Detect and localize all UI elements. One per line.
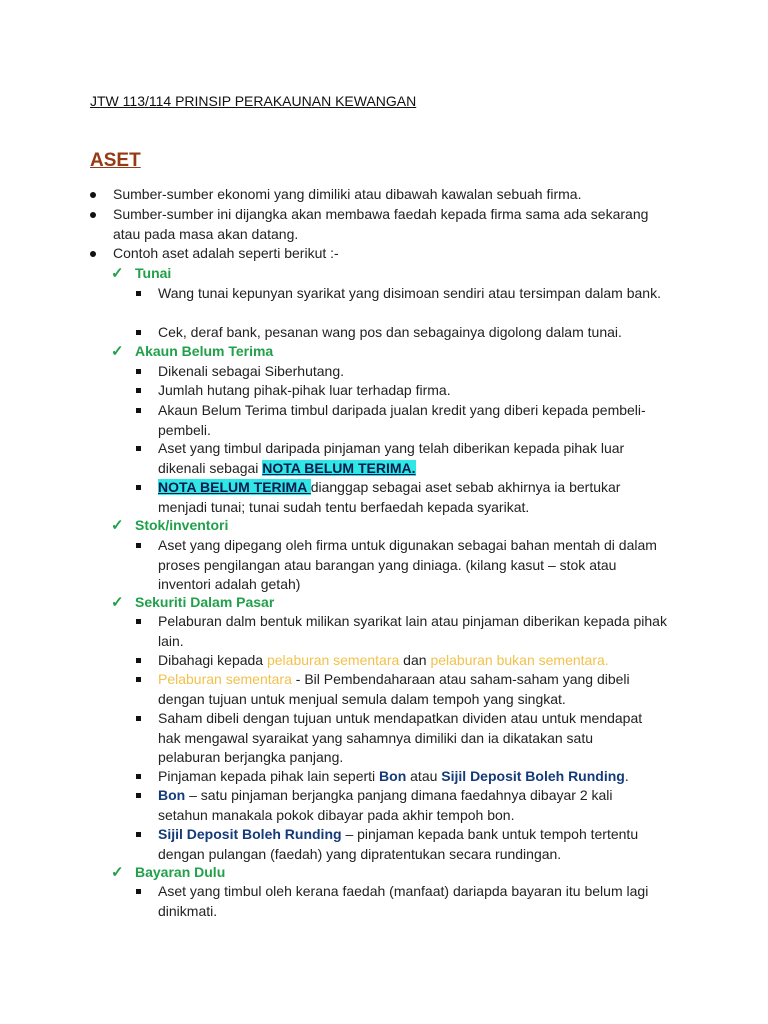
section-heading-aset: ASET: [90, 150, 141, 171]
sub-item-text: Wang tunai kepunyan syarikat yang disimoan sendiri atau tersimpan dalam bank.: [158, 285, 661, 301]
square-bullet-icon: [136, 889, 141, 894]
checkmark-icon: ✓: [111, 517, 124, 534]
category-label: Sekuriti Dalam Pasar: [135, 594, 275, 610]
sub-item: [158, 825, 683, 864]
term-bon: Bon: [158, 787, 186, 803]
category-label: Stok/inventori: [135, 517, 229, 533]
highlight-nota-belum-terima: NOTA BELUM TERIMA.: [262, 459, 416, 476]
sub-item: [158, 882, 668, 921]
square-bullet-icon: [136, 774, 141, 779]
sub-item: [158, 709, 658, 768]
bullet-dot-icon: [90, 251, 96, 257]
sub-item: [158, 536, 668, 595]
checkmark-icon: ✓: [111, 594, 124, 611]
highlight-nota-belum-terima: NOTA BELUM TERIMA: [158, 479, 311, 495]
sub-item-text: Pelaburan dalm bentuk milikan syarikat lain atau pinjaman diberikan kepada pihak lain.: [158, 613, 667, 649]
bullet-item: [113, 244, 673, 264]
square-bullet-icon: [136, 388, 141, 393]
square-bullet-icon: [136, 832, 141, 837]
bullet-text: Sumber-sumber ekonomi yang dimiliki atau dibawah kawalan sebuah firma.: [113, 186, 582, 202]
sub-item: [158, 284, 668, 304]
sub-item-text: Cek, deraf bank, pesanan wang pos dan sebagainya digolong dalam tunai.: [158, 324, 622, 340]
square-bullet-icon: [136, 485, 141, 490]
highlight-pelaburan-sementara: pelaburan sementara: [266, 652, 400, 668]
square-bullet-icon: [136, 658, 141, 663]
sub-item: [158, 401, 648, 440]
sub-item-text: atau: [406, 768, 442, 784]
sub-item: [158, 786, 663, 825]
sub-item-text: - Bil Pembendaharaan atau saham-saham yang dibeli dengan tujuan untuk menjual semula dalam tempoh yang singkat.: [158, 671, 630, 707]
sub-item: [158, 439, 668, 478]
highlight-pelaburan-bukan-sementara: pelaburan bukan sementara: [430, 652, 605, 668]
category-tunai: [111, 264, 172, 284]
sub-item-text: .: [604, 652, 609, 668]
category-akaun-belum-terima: [111, 342, 274, 362]
sub-item-text: Pinjaman kepada pihak lain seperti: [158, 768, 380, 784]
sub-item-text: – pinjaman kepada bank untuk tempoh tertentu dengan pulangan (faedah) yang dipratentukan secara rundingan.: [158, 826, 639, 862]
bullet-text: Contoh aset adalah seperti berikut :-: [113, 245, 339, 261]
square-bullet-icon: [136, 369, 141, 374]
sub-item-text: Dikenali sebagai Siberhutang.: [158, 363, 345, 379]
sub-item: [158, 767, 678, 787]
square-bullet-icon: [136, 408, 141, 413]
category-label: Tunai: [135, 265, 172, 281]
sub-item-text: Aset yang timbul daripada pinjaman yang telah diberikan kepada pihak luar dikenali sebagai: [158, 440, 625, 476]
sub-item-text: Saham dibeli dengan tujuan untuk mendapatkan dividen atau untuk mendapat hak mengawal syaraikat yang sahamnya dimiliki dan ia dikatakan satu pelaburan berjangka panjang.: [158, 710, 643, 765]
highlight-pelaburan-sementara: Pelaburan sementara: [158, 671, 292, 687]
sub-item-text: .: [624, 768, 629, 784]
sub-item: [158, 651, 678, 671]
square-bullet-icon: [136, 543, 141, 548]
bullet-dot-icon: [90, 192, 96, 198]
term-bon: Bon: [379, 768, 407, 784]
square-bullet-icon: [136, 291, 141, 296]
sub-item: [158, 381, 678, 401]
sub-item-text: – satu pinjaman berjangka panjang dimana faedahnya dibayar 2 kali setahun manakala pokok dibayar pada akhir tempoh bon.: [158, 787, 613, 823]
sub-item-text: dianggap sebagai aset sebab akhirnya ia bertukar menjadi tunai; tunai sudah tentu berfaedah kepada syarikat.: [158, 479, 621, 515]
square-bullet-icon: [136, 716, 141, 721]
bullet-item: [113, 185, 673, 205]
term-sijil-deposit: Sijil Deposit Boleh Runding: [158, 826, 342, 842]
category-bayaran-dulu: [111, 863, 226, 883]
sub-item: [158, 670, 663, 709]
square-bullet-icon: [136, 677, 141, 682]
category-label: Akaun Belum Terima: [135, 343, 274, 359]
sub-item-text: Jumlah hutang pihak-pihak luar terhadap firma.: [158, 382, 451, 398]
document-title: JTW 113/114 PRINSIP PERAKAUNAN KEWANGAN: [90, 93, 417, 109]
checkmark-icon: ✓: [111, 864, 124, 881]
sub-item-text: Dibahagi kepada: [158, 652, 267, 668]
sub-item-text: Akaun Belum Terima timbul daripada jualan kredit yang diberi kepada pembeli-pembeli.: [158, 402, 646, 438]
sub-item-text: Aset yang timbul oleh kerana faedah (manfaat) dariapda bayaran itu belum lagi dinikmati.: [158, 883, 649, 919]
checkmark-icon: ✓: [111, 343, 124, 360]
sub-item: [158, 362, 678, 382]
bullet-text: Sumber-sumber ini dijangka akan membawa faedah kepada firma sama ada sekarang atau pada masa akan datang.: [113, 206, 649, 242]
sub-item-text: dan: [399, 652, 431, 668]
term-sijil-deposit: Sijil Deposit Boleh Runding: [441, 768, 625, 784]
category-stok-inventori: [111, 516, 229, 536]
bullet-dot-icon: [90, 212, 96, 218]
sub-item: [158, 478, 658, 517]
square-bullet-icon: [136, 619, 141, 624]
checkmark-icon: ✓: [111, 265, 124, 282]
category-label: Bayaran Dulu: [135, 864, 226, 880]
sub-item-text: Aset yang dipegang oleh firma untuk digunakan sebagai bahan mentah di dalam proses pengilangan atau barangan yang diniaga. (kilang kasut – stok atau inventori adalah getah): [158, 537, 657, 592]
square-bullet-icon: [136, 793, 141, 798]
square-bullet-icon: [136, 330, 141, 335]
sub-item: [158, 323, 678, 343]
square-bullet-icon: [136, 446, 141, 451]
bullet-item: [113, 205, 653, 244]
sub-item: [158, 612, 673, 651]
category-sekuriti-dalam-pasar: [111, 593, 275, 613]
